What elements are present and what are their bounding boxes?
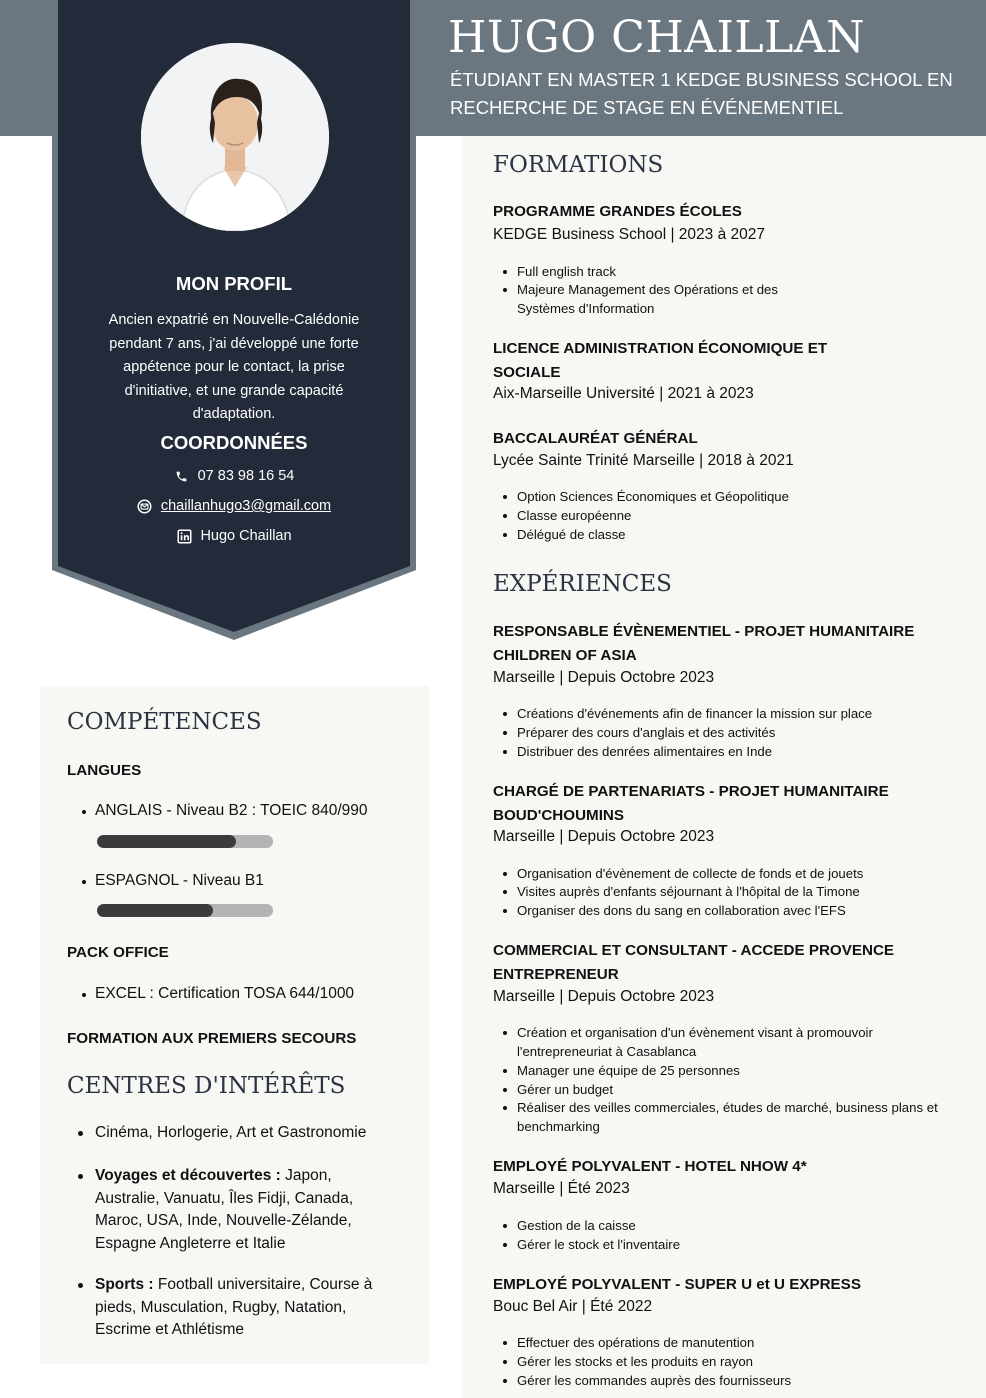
formation-title: BACCALAURÉAT GÉNÉRAL (493, 430, 698, 447)
profile-title: MON PROFIL (175, 273, 293, 294)
formation-bullet: Full english track (517, 262, 967, 281)
formation-bullet: Majeure Management des Opérations et des Systèmes d'Information (517, 280, 817, 318)
experience-bullet: Organisation d'évènement de collecte de fonds et de jouets (517, 864, 967, 883)
language-english: ANGLAIS - Niveau B2 : TOEIC 840/990 (95, 802, 368, 819)
interest-item (95, 1165, 395, 1255)
formation-title: PROGRAMME GRANDES ÉCOLES (493, 203, 742, 220)
office-excel: EXCEL : Certification TOSA 644/1000 (95, 985, 355, 1002)
contact-email[interactable] (52, 498, 416, 514)
interest-item (95, 1274, 395, 1342)
phone-number: 07 83 98 16 54 (197, 468, 295, 484)
email-icon (137, 498, 153, 514)
experience-bullet: Manager une équipe de 25 personnes (517, 1061, 967, 1080)
candidate-name: HUGO CHAILLAN (448, 12, 866, 63)
office-title: PACK OFFICE (67, 944, 169, 961)
experience-title: RESPONSABLE ÉVÈNEMENTIEL - PROJET HUMANITAIRE CHILDREN OF ASIA (493, 623, 915, 664)
experience-bullet: Gérer les commandes auprès des fournisseurs (517, 1371, 967, 1390)
language-spanish: ESPAGNOL - Niveau B1 (95, 872, 264, 889)
formation-bullet: Délégué de classe (517, 525, 967, 544)
english-level-fill (97, 835, 236, 848)
experience-bullet: Gérer un budget (517, 1080, 967, 1099)
experience-meta: Marseille | Été 2023 (493, 1180, 630, 1197)
experience-title: CHARGÉ DE PARTENARIATS - PROJET HUMANITAIRE BOUD'CHOUMINS (493, 783, 889, 824)
experience-title: EMPLOYÉ POLYVALENT - SUPER U et U EXPRESS (493, 1276, 861, 1293)
spanish-level-fill (97, 904, 213, 917)
experience-meta: Marseille | Depuis Octobre 2023 (493, 669, 715, 686)
linkedin-name[interactable]: Hugo Chaillan (200, 528, 292, 544)
experience-bullet: Préparer des cours d'anglais et des activités (517, 723, 967, 742)
linkedin-icon (176, 528, 192, 544)
left-panel (40, 686, 429, 1364)
experiences-title: EXPÉRIENCES (493, 571, 672, 597)
experience-bullet: Effectuer des opérations de manutention (517, 1333, 967, 1352)
right-panel (462, 136, 986, 1398)
skills-title: COMPÉTENCES (67, 709, 262, 735)
email-link[interactable]: chaillanhugo3@gmail.com (160, 498, 332, 514)
experience-bullet: Organiser des dons du sang en collaboration avec l'EFS (517, 901, 967, 920)
interest-label: Sports : (95, 1276, 154, 1293)
formation-title: LICENCE ADMINISTRATION ÉCONOMIQUE ET SOCIALE (493, 340, 828, 381)
interest-item (95, 1122, 395, 1145)
formation-bullet: Classe européenne (517, 506, 967, 525)
phone-icon (174, 468, 190, 484)
contact-linkedin[interactable] (52, 528, 416, 544)
person-photo-icon (141, 43, 329, 231)
interest-label: Voyages et découvertes : (95, 1167, 281, 1184)
experience-meta: Bouc Bel Air | Été 2022 (493, 1298, 653, 1315)
interest-text: Football universitaire, Course à pieds, Musculation, Rugby, Natation, Escrime et Athlétisme (95, 1276, 373, 1339)
english-level-bar (97, 835, 273, 848)
formation-meta: Aix-Marseille Université | 2021 à 2023 (493, 385, 754, 402)
experience-bullet: Gestion de la caisse (517, 1216, 967, 1235)
interest-text: Japon, Australie, Vanuatu, Îles Fidji, Canada, Maroc, USA, Inde, Nouvelle-Zélande, Espagne Angleterre et Italie (95, 1167, 354, 1252)
experience-bullet: Distribuer des denrées alimentaires en Inde (517, 742, 967, 761)
first-aid-title: FORMATION AUX PREMIERS SECOURS (67, 1030, 357, 1047)
experience-bullet: Gérer les stocks et les produits en rayon (517, 1352, 967, 1371)
experience-bullet: Gérer le stock et l'inventaire (517, 1235, 967, 1254)
languages-title: LANGUES (67, 762, 142, 779)
spanish-level-bar (97, 904, 273, 917)
formation-meta: KEDGE Business School | 2023 à 2027 (493, 226, 765, 243)
experience-title: COMMERCIAL ET CONSULTANT - ACCEDE PROVENCE ENTREPRENEUR (493, 942, 895, 983)
profile-description: Ancien expatrié en Nouvelle-Calédonie pendant 7 ans, j'ai développé une forte appétence pour le contact, la prise d'initiative, et une grande capacité d'adaptation. (108, 312, 360, 422)
experience-bullet: Créations d'événements afin de financer la mission sur place (517, 704, 967, 723)
contact-title: COORDONNÉES (160, 432, 308, 453)
experience-title: EMPLOYÉ POLYVALENT - HOTEL NHOW 4* (493, 1158, 807, 1175)
profile-photo (141, 43, 329, 231)
candidate-subtitle: ÉTUDIANT EN MASTER 1 KEDGE BUSINESS SCHOOL EN RECHERCHE DE STAGE EN ÉVÉNEMENTIEL (450, 69, 953, 118)
experience-bullet: Réaliser des veilles commerciales, études de marché, business plans et benchmarking (517, 1098, 967, 1136)
experience-meta: Marseille | Depuis Octobre 2023 (493, 828, 715, 845)
formations-title: FORMATIONS (493, 152, 664, 178)
interests-title: CENTRES D'INTÉRÊTS (67, 1073, 346, 1099)
contact-phone (52, 468, 416, 484)
formation-meta: Lycée Sainte Trinité Marseille | 2018 à 2021 (493, 452, 794, 469)
formation-bullet: Option Sciences Économiques et Géopolitique (517, 487, 967, 506)
experience-bullet: Visites auprès d'enfants séjournant à l'hôpital de la Timone (517, 882, 967, 901)
interest-text: Cinéma, Horlogerie, Art et Gastronomie (95, 1124, 367, 1141)
experience-meta: Marseille | Depuis Octobre 2023 (493, 988, 715, 1005)
experience-bullet: Création et organisation d'un évènement visant à promouvoir l'entrepreneuriat à Casablanca (517, 1023, 917, 1061)
